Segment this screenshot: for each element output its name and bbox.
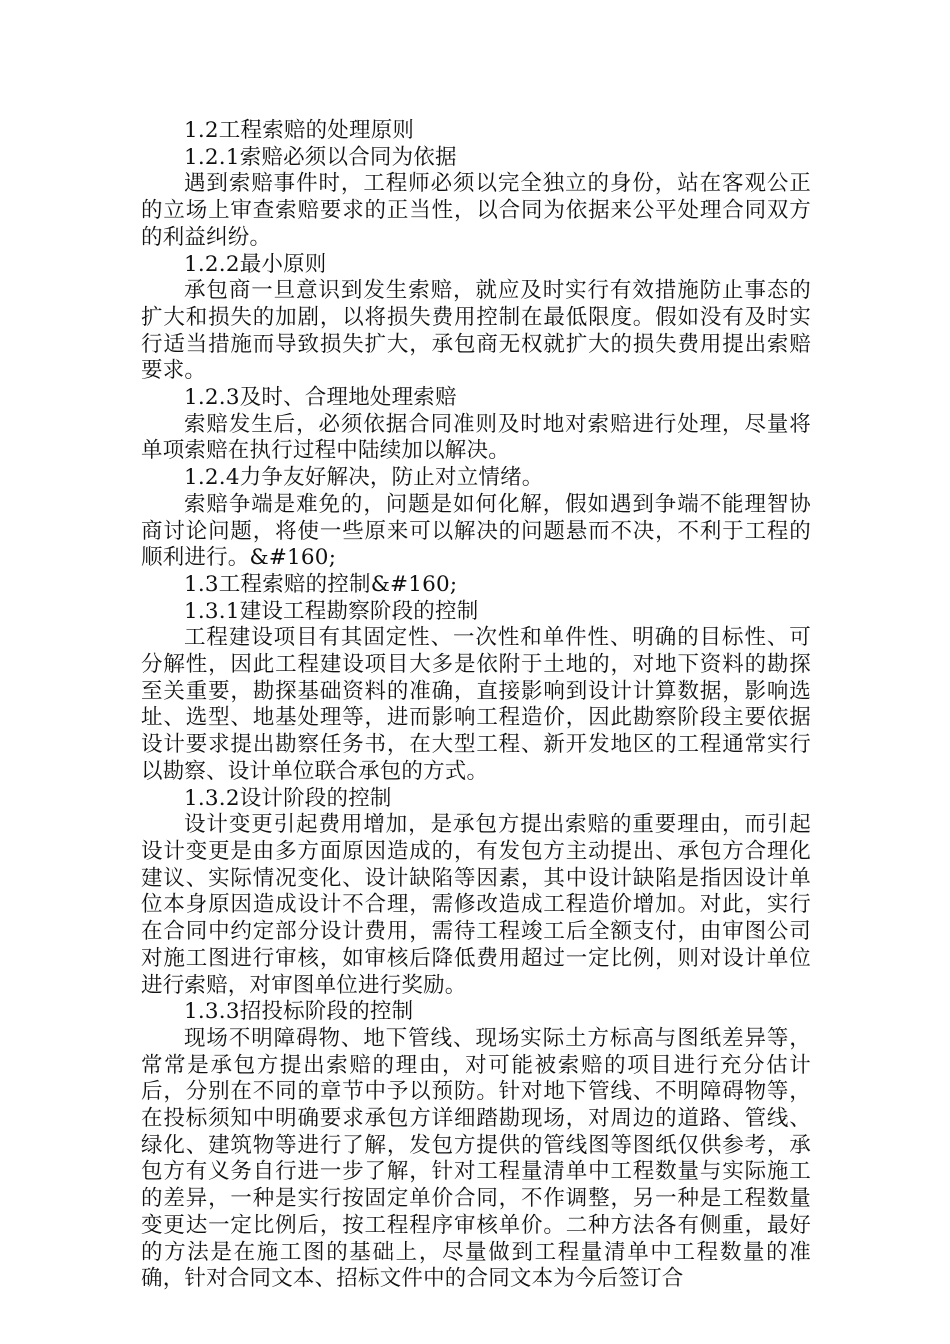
heading-1-2-4: 1.2.4力争友好解决，防止对立情绪。	[184, 465, 544, 491]
document-page	[141, 118, 811, 1293]
para-1-3-1: 工程建设项目有其固定性、一次性和单件性、明确的目标性、可分解性，因此工程建设项目大多是依附于土地的，对地下资料的勘探至关重要，勘探基础资料的准确，直接影响到设计计算数据，影响选址、选型、地基处理等，进而影响工程造价，因此勘察阶段主要依据设计要求提出勘察任务书，在大型工程、新开发地区的工程通常实行以勘察、设计单位联合承包的方式。	[141, 625, 811, 784]
heading-1-3-1: 1.3.1建设工程勘察阶段的控制	[184, 598, 479, 624]
heading-1-2-1: 1.2.1索赔必须以合同为依据	[184, 144, 457, 170]
heading-1-3-2: 1.3.2设计阶段的控制	[184, 785, 392, 811]
para-1-2-1: 遇到索赔事件时，工程师必须以完全独立的身份，站在客观公正的立场上审查索赔要求的正当性，以合同为依据来公平处理合同双方的利益纠纷。	[141, 171, 811, 250]
heading-1-2-3: 1.2.3及时、合理地处理索赔	[184, 385, 457, 411]
para-1-3-2: 设计变更引起费用增加，是承包方提出索赔的重要理由，而引起设计变更是由多方面原因造成的，有发包方主动提出、承包方合理化建议、实际情况变化、设计缺陷等因素，其中设计缺陷是指因设计单位本身原因造成设计不合理，需修改造成工程造价增加。对此，实行在合同中约定部分设计费用，需待工程竣工后全额支付，由审图公司对施工图进行审核，如审核后降低费用超过一定比例，则对设计单位进行索赔，对审图单位进行奖励。	[141, 812, 811, 998]
heading-1-2: 1.2工程索赔的处理原则	[184, 118, 415, 143]
para-1-2-2: 承包商一旦意识到发生索赔，就应及时实行有效措施防止事态的扩大和损失的加剧，以将损失费用控制在最低限度。假如没有及时实行适当措施而导致损失扩大，承包商无权就扩大的损失费用提出索赔要求。	[141, 278, 811, 384]
heading-1-3-3: 1.3.3招投标阶段的控制	[184, 999, 414, 1025]
para-1-2-4: 索赔争端是难免的，问题是如何化解，假如遇到争端不能理智协商讨论问题，将使一些原来可以解决的问题悬而不决，不利于工程的顺利进行。&#160;	[141, 491, 811, 571]
para-1-2-3: 索赔发生后，必须依据合同准则及时地对索赔进行处理，尽量将单项索赔在执行过程中陆续加以解决。	[141, 411, 811, 464]
heading-1-3: 1.3工程索赔的控制&#160;	[184, 571, 458, 597]
heading-1-2-2: 1.2.2最小原则	[184, 251, 327, 277]
para-1-3-3: 现场不明障碍物、地下管线、现场实际土方标高与图纸差异等，常常是承包方提出索赔的理由，对可能被索赔的项目进行充分估计后，分别在不同的章节中予以预防。针对地下管线、不明障碍物等，在投标须知中明确要求承包方详细踏勘现场，对周边的道路、管线、绿化、建筑物等进行了解，发包方提供的管线图等图纸仅供参考，承包方有义务自行进一步了解，针对工程量清单中工程数量与实际施工的差异，一种是实行按固定单价合同，不作调整，另一种是工程数量变更达一定比例后，按工程程序审核单价。二种方法各有侧重，最好的方法是在施工图的基础上，尽量做到工程量清单中工程数量的准确，针对合同文本、招标文件中的合同文本为今后签订合	[141, 1025, 811, 1292]
